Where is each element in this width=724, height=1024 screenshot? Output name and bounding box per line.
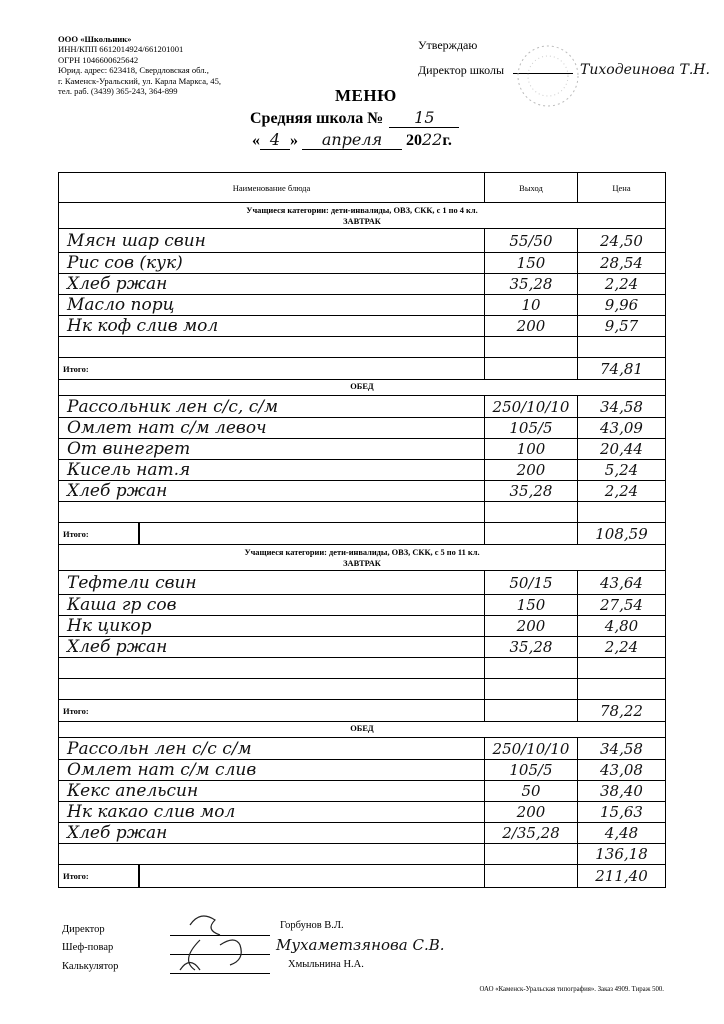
dish-yield: 150	[485, 253, 578, 273]
dish-row	[59, 595, 665, 616]
dish-price	[578, 502, 665, 522]
date-quote-close: »	[290, 132, 298, 149]
dish-price: 34,58	[600, 739, 643, 758]
meal-title: ЗАВТРАК	[343, 217, 381, 226]
org-phone: тел. раб. (3439) 365-243, 364-899	[58, 86, 178, 97]
total-price: 74,81	[600, 359, 643, 378]
approve-label: Утверждаю	[418, 38, 478, 52]
total-price: 211,40	[595, 867, 648, 885]
total-row	[59, 865, 665, 887]
signature-role-chef: Шеф-повар	[62, 942, 114, 953]
dish-name: Рис сов (кук)	[59, 253, 485, 273]
dish-name: Кисель нат.я	[59, 460, 485, 480]
organization-block	[58, 34, 298, 96]
dish-price: 5,24	[604, 461, 639, 479]
total-label: Итого:	[59, 865, 139, 887]
dish-yield: 35,28	[485, 274, 578, 294]
dish-name: Хлеб ржан	[59, 274, 485, 294]
date-quote-open: «	[252, 132, 260, 149]
dish-row	[59, 823, 665, 844]
school-number: 15	[389, 108, 459, 128]
org-address-line-2: г. Каменск-Уральский, ул. Карла Маркса, 45,	[58, 75, 222, 86]
director-label: Директор школы	[418, 63, 505, 77]
director-signature-name: Тиходеинова Т.Н.	[580, 62, 710, 78]
dish-yield: 50/15	[485, 571, 578, 594]
total-yield-blank	[485, 358, 578, 379]
dish-row	[59, 760, 665, 781]
header-price: Цена	[612, 182, 631, 193]
dish-name: От винегрет	[59, 439, 485, 459]
dish-price: 20,44	[600, 440, 643, 458]
dish-name: Нк коф слив мол	[59, 316, 485, 336]
dish-price: 4,48	[604, 824, 639, 842]
dish-price: 15,63	[600, 803, 643, 821]
dish-row	[59, 571, 665, 595]
org-name: ООО «Школьник»	[58, 34, 132, 44]
category-row	[59, 203, 665, 229]
dish-price: 27,54	[600, 596, 643, 614]
dish-yield: 50	[485, 781, 578, 801]
dish-row	[59, 396, 665, 418]
dish-price: 2,24	[604, 275, 639, 293]
category-row	[59, 545, 665, 571]
dish-row	[59, 253, 665, 274]
dish-name: Кекс апельсин	[59, 781, 485, 801]
dish-name	[59, 337, 485, 357]
school-line	[250, 108, 459, 128]
dish-row	[59, 738, 665, 760]
dish-yield	[485, 502, 578, 522]
total-yield-blank	[485, 523, 578, 544]
org-ogrn: ОГРН 1046600625642	[58, 54, 139, 65]
total-row	[59, 523, 665, 545]
total-blank-cell	[139, 523, 485, 544]
school-label: Средняя школа №	[250, 110, 384, 127]
dish-name: Омлет нат с/м слив	[59, 760, 485, 780]
dish-price: 136,18	[595, 845, 648, 863]
dish-row	[59, 844, 665, 865]
dish-price	[578, 337, 665, 357]
dish-price: 34,58	[600, 397, 643, 416]
meal-section-row	[59, 380, 665, 396]
dish-name: Рассольник лен с/с, с/м	[59, 396, 485, 417]
total-row	[59, 358, 665, 380]
dish-yield: 150	[485, 595, 578, 615]
dish-yield: 2/35,28	[485, 823, 578, 843]
dish-yield	[485, 337, 578, 357]
dish-price: 24,50	[600, 231, 643, 250]
dish-yield: 250/10/10	[485, 738, 578, 759]
meal-title: ЗАВТРАК	[343, 559, 381, 568]
signature-name-calculator: Хмыльнина Н.А.	[288, 959, 364, 970]
total-price: 78,22	[600, 701, 643, 720]
dish-yield: 200	[485, 616, 578, 636]
dish-row	[59, 658, 665, 679]
dish-row	[59, 316, 665, 337]
dish-name: Хлеб ржан	[59, 481, 485, 501]
date-day: 4	[260, 130, 290, 150]
dish-price: 38,40	[600, 782, 643, 800]
dish-row	[59, 679, 665, 700]
dish-row	[59, 295, 665, 316]
dish-yield: 105/5	[485, 760, 578, 780]
total-yield-blank	[485, 865, 578, 887]
dish-name: Хлеб ржан	[59, 823, 485, 843]
total-label: Итого:	[59, 358, 485, 379]
org-inn: ИНН/КПП 6612014924/661201001	[58, 44, 184, 55]
menu-table	[58, 172, 666, 888]
date-line	[252, 130, 452, 150]
dish-yield	[485, 679, 578, 699]
printer-footer: ОАО «Каменск-Уральская типография». Заказ 4909. Тираж 500.	[479, 986, 664, 993]
dish-yield: 35,28	[485, 481, 578, 501]
dish-row	[59, 337, 665, 358]
dish-yield: 10	[485, 295, 578, 315]
meal-title: ОБЕД	[350, 724, 374, 733]
total-label: Итого:	[59, 700, 485, 721]
dish-name: Омлет нат с/м левоч	[59, 418, 485, 438]
category-title: Учащиеся категории: дети-инвалиды, ОВЗ, СКК, с 1 по 4 кл.	[246, 206, 478, 215]
dish-yield: 200	[485, 460, 578, 480]
dish-name	[59, 658, 485, 678]
dish-row	[59, 439, 665, 460]
signature-name-chef: Мухаметзянова С.В.	[276, 936, 445, 954]
dish-price: 43,08	[600, 761, 643, 779]
total-blank-cell	[139, 865, 485, 887]
dish-row	[59, 637, 665, 658]
category-title: Учащиеся категории: дети-инвалиды, ОВЗ, СКК, с 5 по 11 кл.	[244, 548, 480, 557]
signature-role-calculator: Калькулятор	[62, 961, 119, 972]
dish-name	[59, 679, 485, 699]
org-address-line-1: Юрид. адрес: 623418, Свердловская обл.,	[58, 65, 209, 76]
dish-yield: 250/10/10	[485, 396, 578, 417]
total-row	[59, 700, 665, 722]
date-year-end: г.	[442, 132, 452, 149]
dish-price: 9,57	[604, 317, 639, 335]
dish-yield: 35,28	[485, 637, 578, 657]
total-label: Итого:	[59, 523, 139, 544]
dish-name: Рассольн лен с/с с/м	[59, 738, 485, 759]
date-year-prefix: 20	[406, 132, 422, 149]
dish-price	[578, 679, 665, 699]
signature-role-director: Директор	[62, 924, 105, 935]
dish-yield: 100	[485, 439, 578, 459]
dish-row	[59, 616, 665, 637]
dish-row	[59, 781, 665, 802]
dish-price: 2,24	[604, 638, 639, 656]
dish-row	[59, 502, 665, 523]
date-month: апреля	[302, 130, 402, 150]
dish-yield: 200	[485, 316, 578, 336]
dish-yield	[485, 658, 578, 678]
dish-name	[59, 502, 485, 522]
stamp-seal	[498, 40, 618, 110]
dish-name: Масло порц	[59, 295, 485, 315]
dish-row	[59, 802, 665, 823]
dish-price	[578, 658, 665, 678]
dish-price: 4,80	[604, 617, 639, 635]
handwritten-signatures	[160, 905, 270, 985]
dish-price: 9,96	[604, 296, 639, 314]
dish-yield: 105/5	[485, 418, 578, 438]
dish-yield: 55/50	[485, 229, 578, 252]
dish-row	[59, 274, 665, 295]
total-yield-blank	[485, 700, 578, 721]
total-price: 108,59	[595, 524, 648, 543]
meal-title: ОБЕД	[350, 382, 374, 391]
dish-price: 28,54	[600, 254, 643, 272]
dish-yield	[485, 844, 578, 864]
dish-price: 2,24	[604, 482, 639, 500]
dish-name: Нк какао слив мол	[59, 802, 485, 822]
header-dish-name: Наименование блюда	[59, 173, 485, 202]
dish-name: Хлеб ржан	[59, 637, 485, 657]
page-title: МЕНЮ	[335, 86, 397, 105]
dish-yield: 200	[485, 802, 578, 822]
meal-section-row	[59, 722, 665, 738]
dish-price: 43,09	[600, 419, 643, 437]
dish-name: Каша гр сов	[59, 595, 485, 615]
dish-row	[59, 418, 665, 439]
signature-name-director: Горбунов В.Л.	[280, 920, 344, 931]
dish-row	[59, 460, 665, 481]
dish-name	[59, 844, 485, 864]
header-yield: Выход	[485, 173, 578, 202]
dish-row	[59, 229, 665, 253]
dish-name: Мясн шар свин	[59, 229, 485, 252]
date-year-suffix: 22	[422, 130, 443, 149]
dish-name: Тефтели свин	[59, 571, 485, 594]
dish-name: Нк цикор	[59, 616, 485, 636]
table-header-row	[59, 173, 665, 203]
dish-price: 43,64	[600, 573, 643, 592]
dish-row	[59, 481, 665, 502]
